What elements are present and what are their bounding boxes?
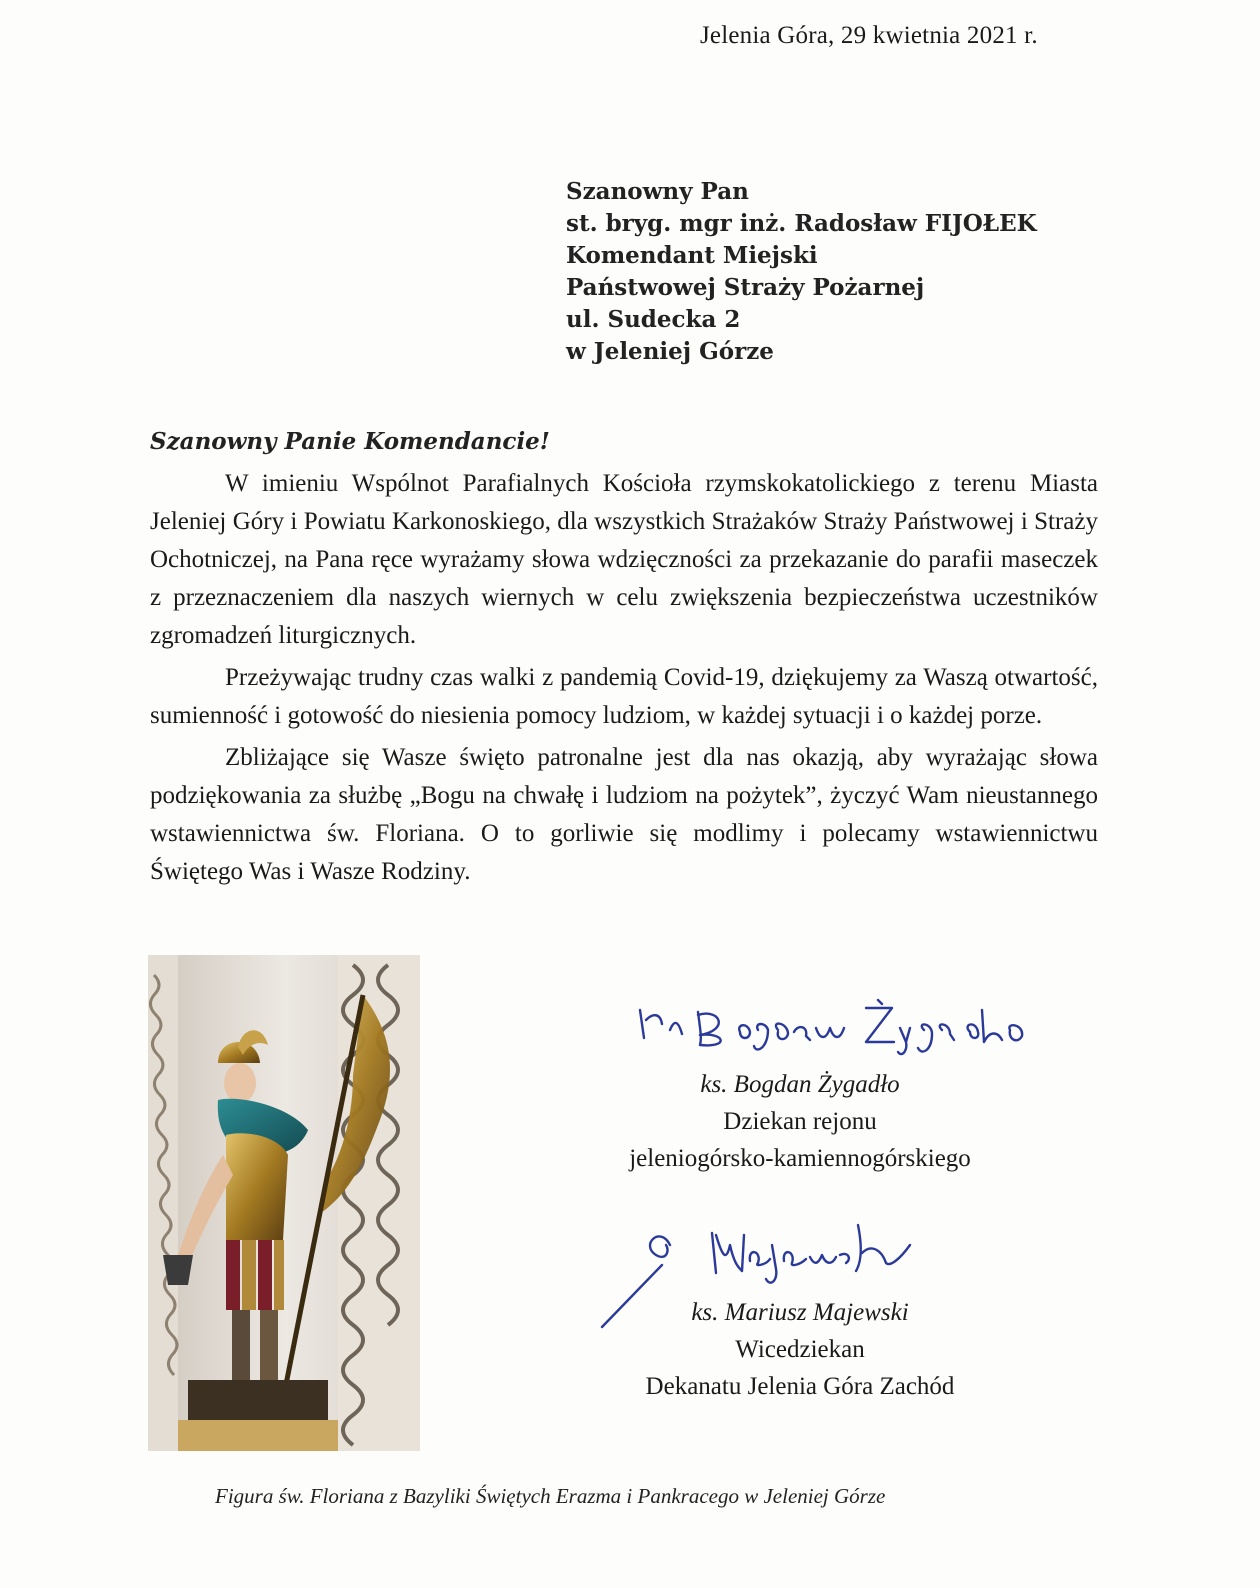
signatory-name: ks. Mariusz Majewski — [691, 1299, 909, 1326]
recipient-address — [566, 176, 1037, 368]
signatory-title: Dziekan rejonu — [723, 1108, 877, 1135]
saint-florian-photo — [148, 955, 420, 1451]
recipient-line: Państwowej Straży Pożarnej — [566, 274, 925, 301]
salutation: Szanowny Panie Komendancie! — [150, 428, 550, 455]
signatory-1 — [590, 1066, 1010, 1177]
recipient-line: ul. Sudecka 2 — [566, 306, 741, 333]
signatory-unit: Dekanatu Jelenia Góra Zachód — [645, 1373, 955, 1400]
signatory-2 — [600, 1294, 1000, 1405]
letter-body — [150, 465, 1098, 895]
letter-date: Jelenia Góra, 29 kwietnia 2021 r. — [700, 22, 1038, 49]
recipient-line: w Jeleniej Górze — [566, 338, 774, 365]
body-paragraph: Zbliżające się Wasze święto patronalne jest dla nas okazją, aby wyrażając słowa podziękowania za służbę „Bogu na chwałę i ludziom na pożytek”, życzyć Wam nieustannego wstawiennictwa św. Floriana. O to gorliwie się modlimy i polecamy wstawiennictwu Świętego Was i Wasze Rodziny. — [150, 744, 1098, 885]
body-paragraph: Przeżywając trudny czas walki z pandemią Covid-19, dziękujemy za Waszą otwartość, sumienność i gotowość do niesienia pomocy ludziom, w każdej sytuacji i o każdej porze. — [150, 664, 1098, 729]
body-paragraph: W imieniu Wspólnot Parafialnych Kościoła rzymskokatolickiego z terenu Miasta Jeleniej Góry i Powiatu Karkonoskiego, dla wszystkich Strażaków Straży Państwowej i Straży Ochotniczej, na Pana ręce wyrażamy słowa wdzięczności za przekazanie do parafii maseczek z przeznaczeniem dla naszych wiernych w celu zwiększenia bezpieczeństwa uczestników zgromadzeń liturgicznych. — [150, 470, 1098, 649]
signatory-unit: jeleniogórsko-kamiennogórskiego — [629, 1145, 971, 1172]
signatory-name: ks. Bogdan Żygadło — [700, 1071, 900, 1098]
figure-caption: Figura św. Floriana z Bazyliki Świętych Erazma i Pankracego w Jeleniej Górze — [215, 1484, 886, 1508]
recipient-line: st. bryg. mgr inż. Radosław FIJOŁEK — [566, 210, 1037, 237]
signatory-title: Wicedziekan — [735, 1336, 865, 1363]
recipient-line: Komendant Miejski — [566, 242, 818, 269]
statue-illustration — [148, 955, 420, 1451]
recipient-line: Szanowny Pan — [566, 178, 749, 205]
signature-bogdan-zygadlo — [630, 990, 1050, 1060]
